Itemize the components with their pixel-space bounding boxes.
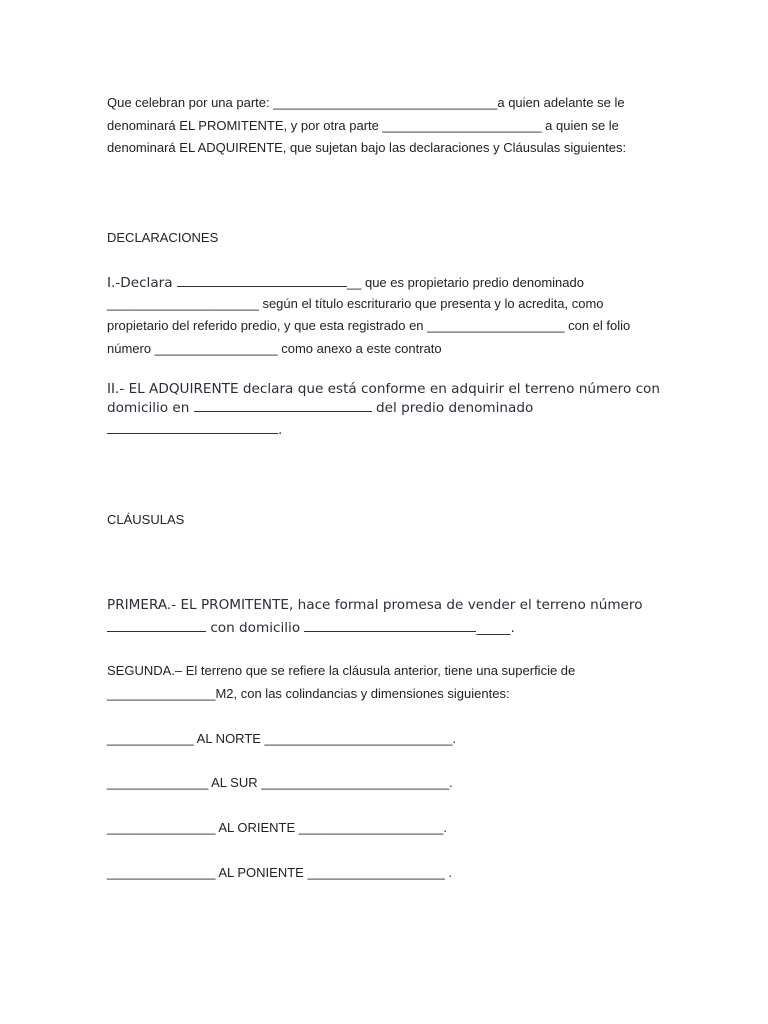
declaracion-1-line-2: _____________________ según el título escriturario que presenta y lo acredita, como [107, 296, 604, 311]
colindancia-sur: ______________ AL SUR __________________________. [107, 775, 453, 790]
intro-line-1: Que celebran por una parte: _______________________________a quien adelante se le [107, 95, 625, 110]
clausulas-heading: CLÁUSULAS [107, 512, 185, 527]
colindancia-norte: ____________ AL NORTE __________________________. [107, 731, 457, 746]
primera-line-2 [107, 618, 515, 637]
primera-line-1: PRIMERA.- EL PROMITENTE, hace formal promesa de vender el terreno número [107, 597, 643, 613]
declaracion-2-suffix: del predio denominado [371, 400, 534, 416]
declaracion-1-after-blank: __ que es propietario predio denominado [346, 275, 584, 290]
declaracion-2-line-3 [107, 420, 282, 439]
declaracion-1-line-3: propietario del referido predio, y que esta registrado en ___________________ con el folio [107, 318, 631, 333]
declaracion-1-prefix: I.-Declara [107, 275, 177, 291]
primera-line-2-suffix: _____. [476, 620, 515, 636]
intro-line-2: denominará EL PROMITENTE, y por otra parte ______________________ a quien se le [107, 118, 619, 133]
segunda-line-2: _______________M2, con las colindancias y dimensiones siguientes: [107, 686, 510, 701]
intro-line-3: denominará EL ADQUIRENTE, que sujetan bajo las declaraciones y Cláusulas siguientes: [107, 140, 627, 155]
blank-field [107, 618, 206, 632]
declaracion-2-line-3-suffix: . [278, 422, 283, 438]
blank-field [194, 398, 372, 412]
colindancia-poniente: _______________ AL PONIENTE ___________________ . [107, 865, 453, 880]
declaracion-2-prefix: domicilio en [107, 400, 194, 416]
declaracion-1-line-4: número _________________ como anexo a este contrato [107, 341, 442, 356]
declaraciones-heading: DECLARACIONES [107, 230, 219, 245]
colindancia-oriente: _______________ AL ORIENTE ____________________. [107, 820, 447, 835]
blank-field [304, 618, 476, 632]
declaracion-2-line-1: II.- EL ADQUIRENTE declara que está conforme en adquirir el terreno número con [107, 381, 660, 397]
blank-field [177, 273, 347, 287]
segunda-line-1: SEGUNDA.– El terreno que se refiere la cláusula anterior, tiene una superficie de [107, 663, 576, 678]
primera-line-2-mid: con domicilio [206, 620, 305, 636]
declaracion-2-line-2 [107, 398, 533, 417]
declaracion-1-line-1 [107, 273, 584, 292]
blank-field [107, 420, 278, 434]
